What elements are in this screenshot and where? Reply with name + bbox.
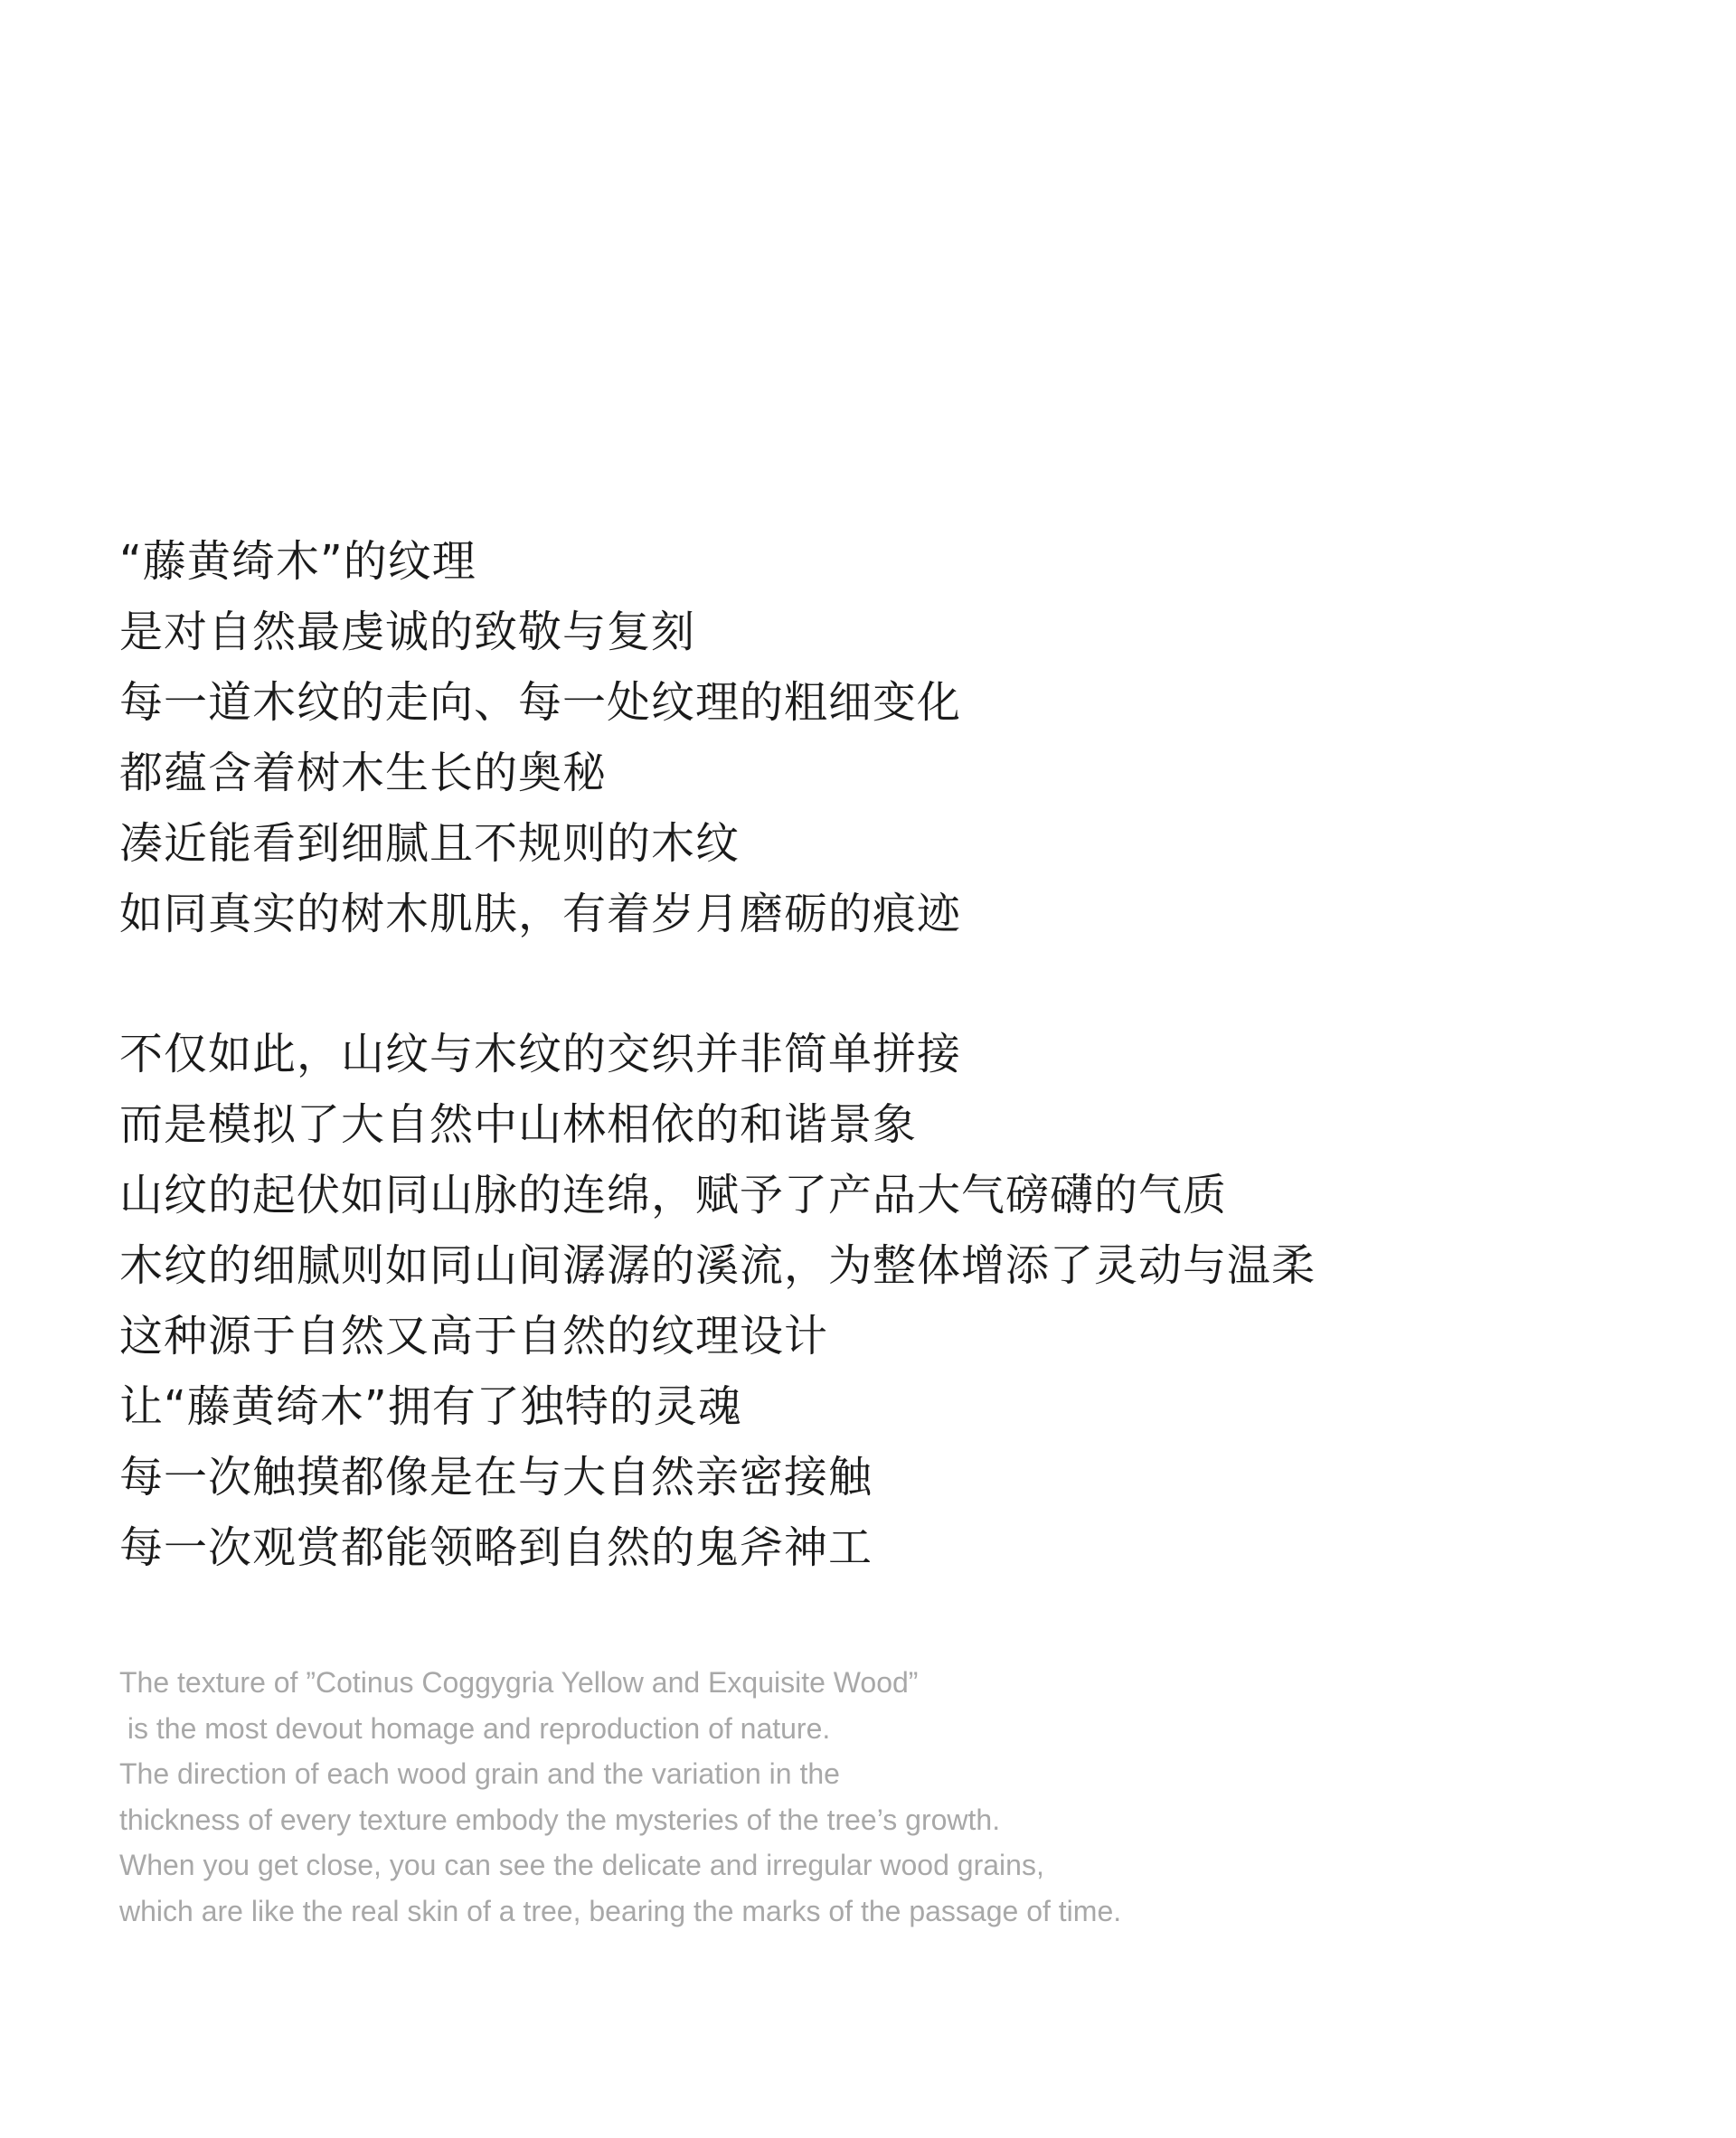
text-line: is the most devout homage and reproduction of nature. [119,1711,831,1745]
chinese-paragraph-2 [119,1019,1656,1583]
text-line: 而是模拟了大自然中山林相依的和谐景象 [119,1099,918,1150]
chinese-paragraph-1 [119,526,1656,949]
text-line: 木纹的细腻则如同山间潺潺的溪流，为整体增添了灵动与温柔 [119,1240,1316,1291]
text-line: 每一道木纹的走向、每一处纹理的粗细变化 [119,677,962,728]
text-line: 让“藤黄绮木”拥有了独特的灵魂 [119,1381,742,1432]
english-paragraph [119,1660,1566,1934]
text-line: 每一次观赏都能领略到自然的鬼斧神工 [119,1522,873,1573]
text-line: The texture of ”Cotinus Coggygria Yellow and Exquisite Wood” [119,1666,919,1699]
text-line: 这种源于自然又高于自然的纹理设计 [119,1311,829,1361]
text-line: 都蕴含着树木生长的奥秘 [119,748,608,798]
text-line: 凑近能看到细腻且不规则的木纹 [119,818,741,869]
text-line: thickness of every texture embody the mysteries of the tree’s growth. [119,1803,1001,1836]
text-line: which are like the real skin of a tree, bearing the marks of the passage of time. [119,1894,1122,1927]
text-line: 如同真实的树木肌肤，有着岁月磨砺的痕迹 [119,889,962,939]
text-line: The direction of each wood grain and the variation in the [119,1757,840,1790]
text-line: 是对自然最虔诚的致敬与复刻 [119,607,696,657]
text-line: When you get close, you can see the delicate and irregular wood grains, [119,1849,1044,1881]
text-line: “藤黄绮木”的纹理 [119,536,476,587]
text-line: 山纹的起伏如同山脉的连绵，赋予了产品大气磅礴的气质 [119,1170,1228,1220]
text-line: 每一次触摸都像是在与大自然亲密接触 [119,1452,873,1502]
text-line: 不仅如此，山纹与木纹的交织并非简单拼接 [119,1029,962,1079]
